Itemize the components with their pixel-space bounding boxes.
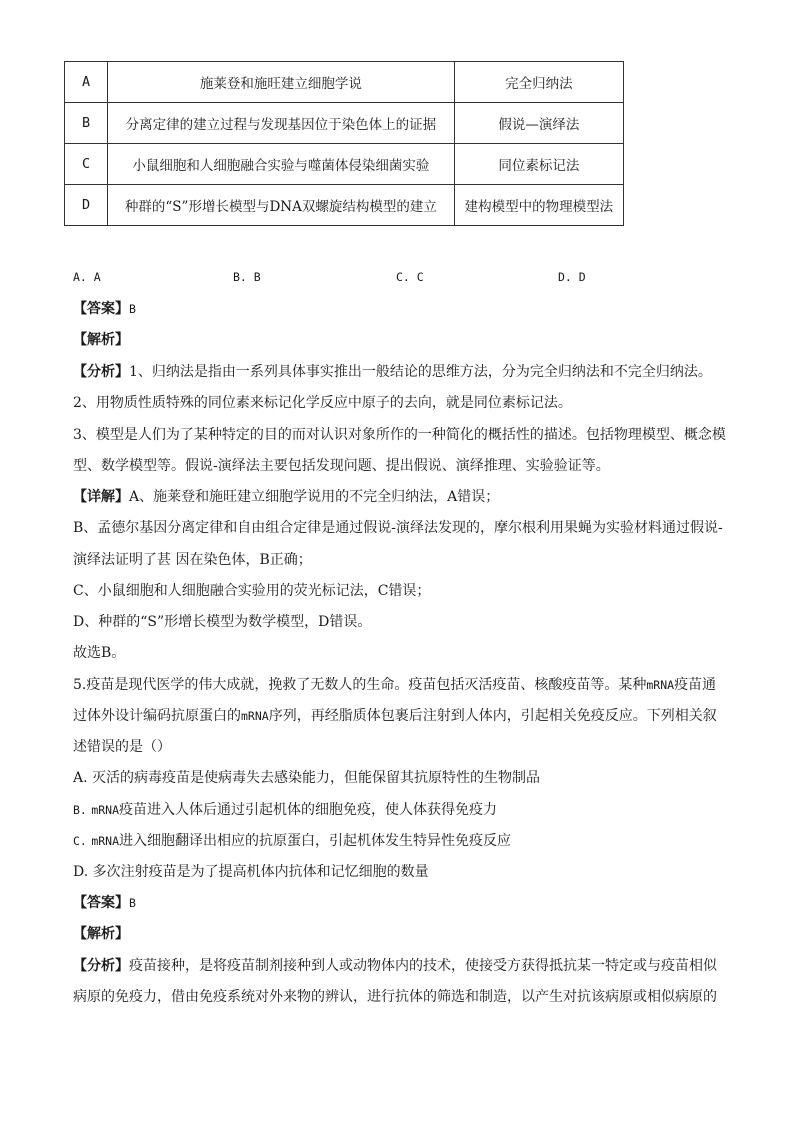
analysis-label: 【解析】	[73, 926, 129, 942]
row-letter: C	[65, 144, 108, 185]
question-table	[64, 61, 624, 226]
table-row	[65, 144, 624, 185]
row-letter: A	[65, 62, 108, 103]
q5-stem-line: 5.疫苗是现代医学的伟大成就，挽救了无数人的生命。疫苗包括灭活疫苗、核酸疫苗等。某种mRNA疫苗通	[73, 677, 717, 693]
xiangjie-line: C、小鼠细胞和人细胞融合实验用的荧光标记法，C错误；	[73, 583, 431, 599]
answer-tag: 【答案】	[73, 895, 129, 911]
table-row	[65, 185, 624, 226]
q5-option-c: C. mRNA进入细胞翻译出相应的抗原蛋白，引起机体发生特异性免疫反应	[73, 833, 512, 849]
xiangjie-line: D、种群的“S”形增长模型为数学模型，D错误。	[73, 614, 372, 630]
row-method: 建构模型中的物理模型法	[454, 185, 623, 226]
row-method: 同位素标记法	[454, 144, 623, 185]
fenxi-line: 【分析】1、归纳法是指由一系列具体事实推出一般结论的思维方法，分为完全归纳法和不完全归纳法。	[73, 364, 712, 380]
answer-value: B	[129, 896, 136, 910]
table-row	[65, 62, 624, 103]
row-content: 种群的“S”形增长模型与DNA双螺旋结构模型的建立	[108, 185, 455, 226]
fenxi-line: 3、模型是人们为了某种特定的目的而对认识对象所作的一种简化的概括性的描述。包括物理模型、概念模	[73, 427, 726, 443]
q5-option-a: A. 灭活的病毒疫苗是使病毒失去感染能力，但能保留其抗原特性的生物制品	[73, 770, 541, 786]
q5-option-d: D. 多次注射疫苗是为了提高机体内抗体和记忆细胞的数量	[73, 864, 429, 880]
answer-line	[73, 893, 723, 913]
analysis-label: 【解析】	[73, 332, 129, 348]
answer-tag: 【答案】	[73, 301, 129, 317]
xiangjie-tag: 【详解】	[73, 489, 129, 505]
xiangjie-line: 演绎法证明了甚 因在染色体，B正确；	[73, 552, 312, 568]
choice-c: C. C	[396, 270, 424, 284]
row-letter: D	[65, 185, 108, 226]
fenxi-line: 2、用物质性质特殊的同位素来标记化学反应中原子的去向，就是同位素标记法。	[73, 395, 572, 411]
choice-b: B. B	[233, 270, 261, 284]
conclusion-line: 故选B。	[73, 645, 126, 661]
choice-a: A. A	[73, 270, 101, 284]
q5-stem-line: 述错误的是（）	[73, 739, 171, 755]
fenxi-tag: 【分析】	[73, 364, 129, 380]
answer-choices	[73, 270, 633, 288]
row-method: 假说—演绎法	[454, 103, 623, 144]
answer-line	[73, 299, 723, 319]
answer-value: B	[129, 302, 136, 316]
fenxi-line: 病原的免疫力，借由免疫系统对外来物的辨认，进行抗体的筛选和制造，以产生对抗该病原或相似病原的	[73, 989, 717, 1005]
row-content: 施莱登和施旺建立细胞学说	[108, 62, 455, 103]
q5-option-b: B. mRNA疫苗进入人体后通过引起机体的细胞免疫，使人体获得免疫力	[73, 802, 498, 818]
xiangjie-line: B、孟德尔基因分离定律和自由组合定律是通过假说-演绎法发现的，摩尔根利用果蝇为实验材料通过假说-	[73, 520, 723, 536]
xiangjie-line: 【详解】A、施莱登和施旺建立细胞学说用的不完全归纳法，A错误；	[73, 489, 500, 505]
row-content: 分离定律的建立过程与发现基因位于染色体上的证据	[108, 103, 455, 144]
row-content: 小鼠细胞和人细胞融合实验与噬菌体侵染细菌实验	[108, 144, 455, 185]
q5-stem-line: 过体外设计编码抗原蛋白的mRNA序列，再经脂质体包裹后注射到人体内，引起相关免疫反应。下列相关叙	[73, 708, 717, 724]
fenxi-tag: 【分析】	[73, 958, 129, 974]
row-letter: B	[65, 103, 108, 144]
row-method: 完全归纳法	[454, 62, 623, 103]
table-row	[65, 103, 624, 144]
choice-d: D. D	[558, 270, 586, 284]
fenxi-line: 型、数学模型等。假说-演绎法主要包括发现问题、提出假说、演绎推理、实验验证等。	[73, 458, 610, 474]
fenxi-line: 【分析】疫苗接种，是将疫苗制剂接种到人或动物体内的技术，使接受方获得抵抗某一特定或与疫苗相似	[73, 958, 717, 974]
